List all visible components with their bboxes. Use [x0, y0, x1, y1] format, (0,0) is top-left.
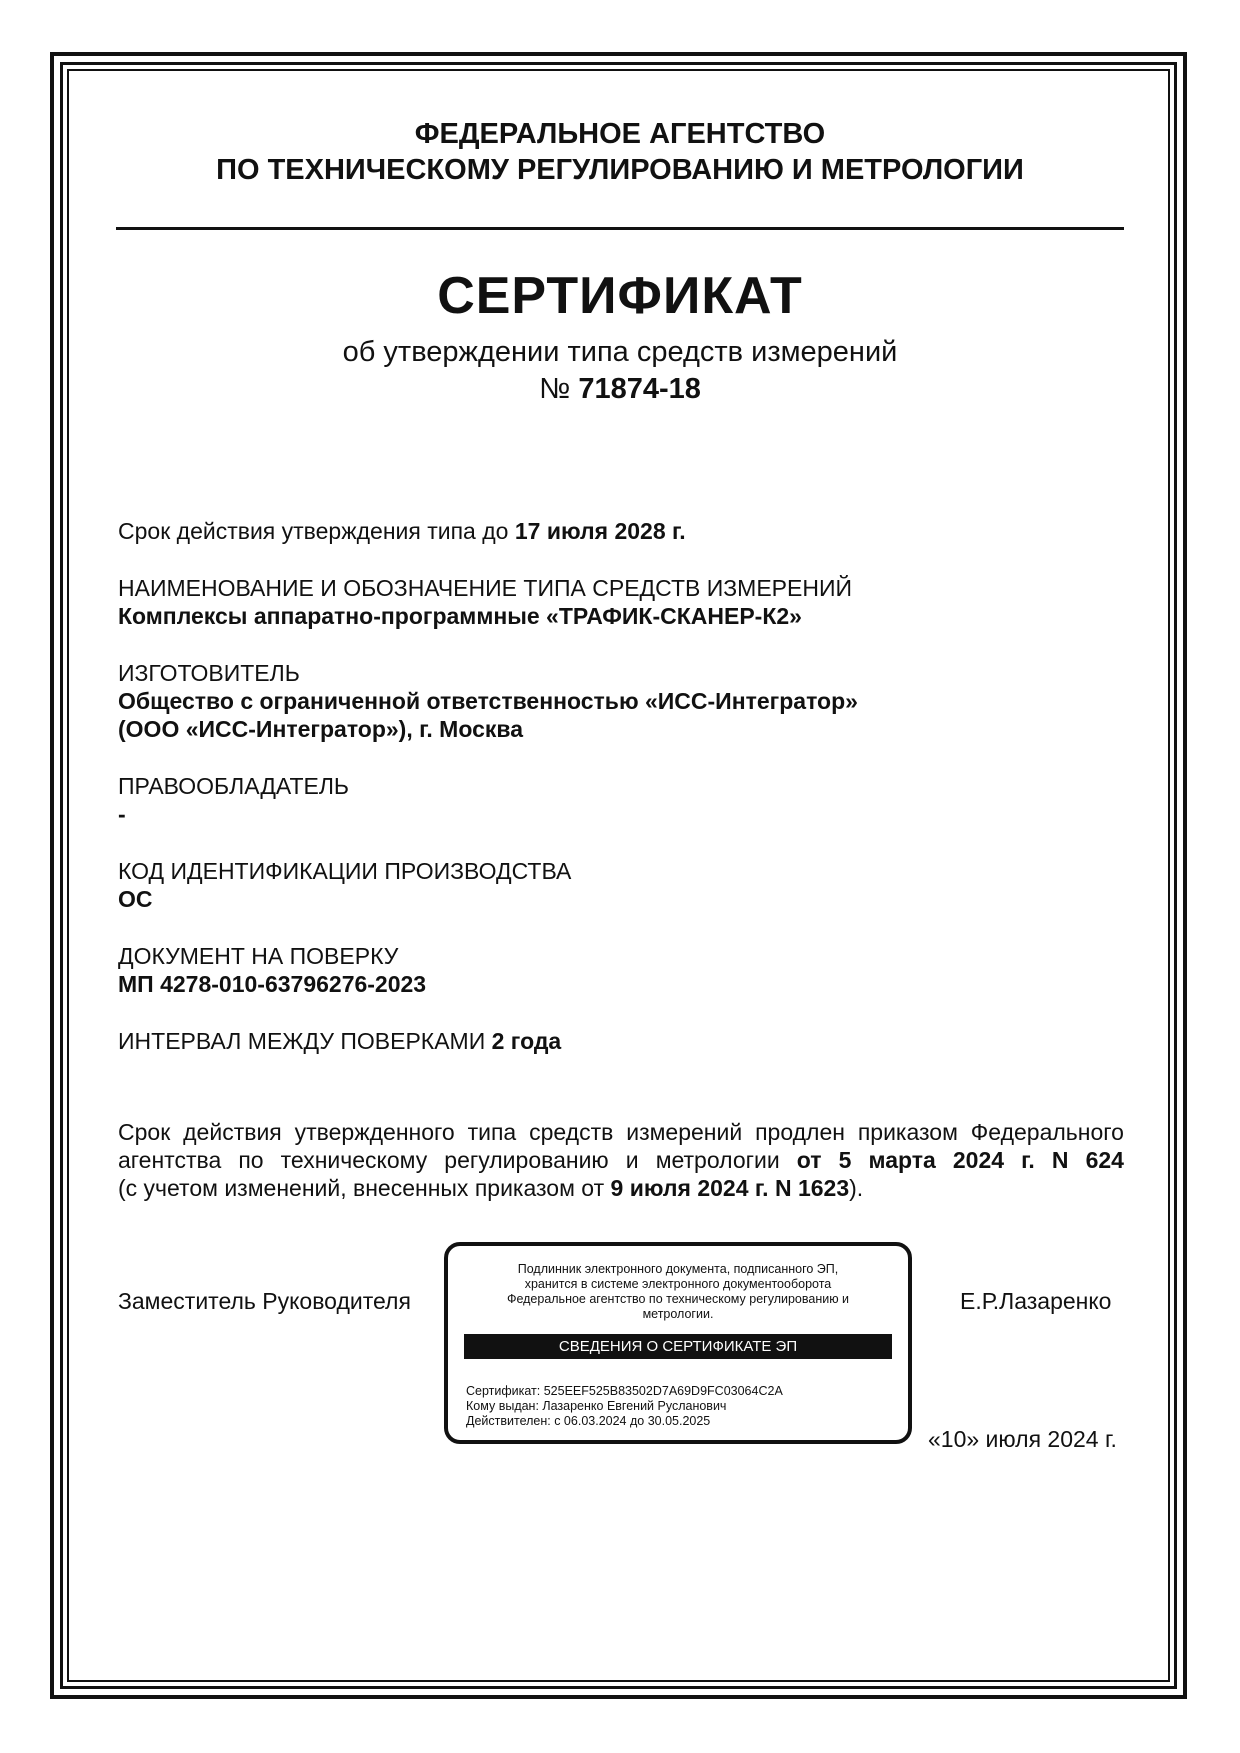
- ext-line3-suffix: ).: [849, 1175, 864, 1201]
- production-code-value: ОС: [118, 886, 153, 912]
- certificate-title: СЕРТИФИКАТ: [437, 267, 803, 325]
- ext-word: Федерального: [970, 1119, 1124, 1145]
- stamp-header-line3: Федеральное агентство по техническому регулированию и: [506, 1292, 850, 1306]
- ext-word: утвержденного: [294, 1119, 455, 1145]
- stamp-valid: Действителен: с 06.03.2024 до 30.05.2025: [466, 1414, 711, 1428]
- ext-word: и: [625, 1147, 639, 1173]
- e-signature-stamp: [444, 1242, 912, 1444]
- extension-line1: [118, 1118, 1124, 1146]
- validity-label: Срок действия утверждения типа до: [118, 518, 509, 544]
- extension-line2: [118, 1146, 1124, 1174]
- type-name-value: Комплексы аппаратно-программные «ТРАФИК-СКАНЕР-К2»: [118, 603, 802, 629]
- signature-date: «10» июля 2024 г.: [928, 1426, 1117, 1452]
- signer-position: Заместитель Руководителя: [118, 1288, 411, 1314]
- verification-doc-label: ДОКУМЕНТ НА ПОВЕРКУ: [118, 943, 399, 969]
- ext-word: типа: [467, 1119, 517, 1145]
- agency-name-line1: ФЕДЕРАЛЬНОЕ АГЕНТСТВО: [414, 118, 826, 150]
- rights-holder-label: ПРАВООБЛАДАТЕЛЬ: [118, 773, 350, 799]
- type-name-label: НАИМЕНОВАНИЕ И ОБОЗНАЧЕНИЕ ТИПА СРЕДСТВ ИЗМЕРЕНИЙ: [118, 575, 853, 601]
- stamp-details: [466, 1384, 783, 1429]
- rights-holder-value: -: [118, 801, 126, 827]
- ext-word: продлен: [755, 1119, 845, 1145]
- ext-word-bold: 2024: [952, 1147, 1005, 1173]
- ext-word: действия: [183, 1119, 282, 1145]
- stamp-header-line4: метрологии.: [642, 1307, 714, 1321]
- stamp-header-line2: хранится в системе электронного документооборота: [524, 1277, 832, 1291]
- manufacturer-value-line2: (ООО «ИСС-Интегратор»), г. Москва: [118, 716, 524, 742]
- ext-word-bold: г.: [1021, 1147, 1035, 1173]
- manufacturer-value-line1: Общество с ограниченной ответственностью «ИСС-Интегратор»: [118, 688, 858, 714]
- agency-name-line2: ПО ТЕХНИЧЕСКОМУ РЕГУЛИРОВАНИЮ И МЕТРОЛОГИИ: [216, 154, 1024, 186]
- stamp-header: [458, 1262, 898, 1322]
- number-value: 71874-18: [578, 373, 701, 405]
- signer-name: Е.Р.Лазаренко: [960, 1288, 1112, 1314]
- ext-word: регулированию: [444, 1147, 609, 1173]
- ext-word: техническому: [280, 1147, 428, 1173]
- ext-line3-prefix: (с учетом изменений, внесенных приказом от: [118, 1175, 605, 1201]
- stamp-header-line1: Подлинник электронного документа, подписанного ЭП,: [517, 1262, 839, 1276]
- interval-line: [118, 1028, 561, 1055]
- ext-word-bold: марта: [868, 1147, 936, 1173]
- ext-word: метрологии: [655, 1147, 780, 1173]
- interval-label: ИНТЕРВАЛ МЕЖДУ ПОВЕРКАМИ: [118, 1028, 486, 1054]
- stamp-certificate: Сертификат: 525EEF525B83502D7A69D9FC03064C2A: [466, 1384, 783, 1398]
- ext-word-bold: 624: [1085, 1147, 1124, 1173]
- ext-line3-order: 9 июля 2024 г. N 1623: [610, 1175, 850, 1201]
- validity-date: 17 июля 2028 г.: [514, 518, 686, 544]
- ext-word: средств: [529, 1119, 614, 1145]
- certificate-number: [0, 373, 1240, 406]
- ext-word: агентства: [118, 1147, 222, 1173]
- ext-word: Срок: [118, 1119, 171, 1145]
- stamp-issued-to: Кому выдан: Лазаренко Евгений Русланович: [466, 1399, 727, 1413]
- ext-word-bold: 5: [838, 1147, 852, 1173]
- certificate-subtitle: об утверждении типа средств измерений: [342, 336, 898, 368]
- ext-word: по: [238, 1147, 264, 1173]
- manufacturer-label: ИЗГОТОВИТЕЛЬ: [118, 660, 300, 686]
- interval-value: 2 года: [491, 1028, 562, 1054]
- stamp-title-bar: СВЕДЕНИЯ О СЕРТИФИКАТЕ ЭП: [464, 1334, 892, 1359]
- extension-line3: [118, 1174, 1124, 1202]
- ext-word: измерений: [626, 1119, 743, 1145]
- verification-doc-value: МП 4278-010-63796276-2023: [118, 971, 427, 997]
- header-divider: [116, 227, 1124, 230]
- number-prefix: №: [539, 373, 571, 405]
- validity-line: [118, 518, 686, 545]
- ext-word-bold: N: [1051, 1147, 1069, 1173]
- ext-word-bold: от: [796, 1147, 822, 1173]
- production-code-label: КОД ИДЕНТИФИКАЦИИ ПРОИЗВОДСТВА: [118, 858, 572, 884]
- extension-paragraph: [118, 1118, 1124, 1202]
- ext-word: приказом: [857, 1119, 958, 1145]
